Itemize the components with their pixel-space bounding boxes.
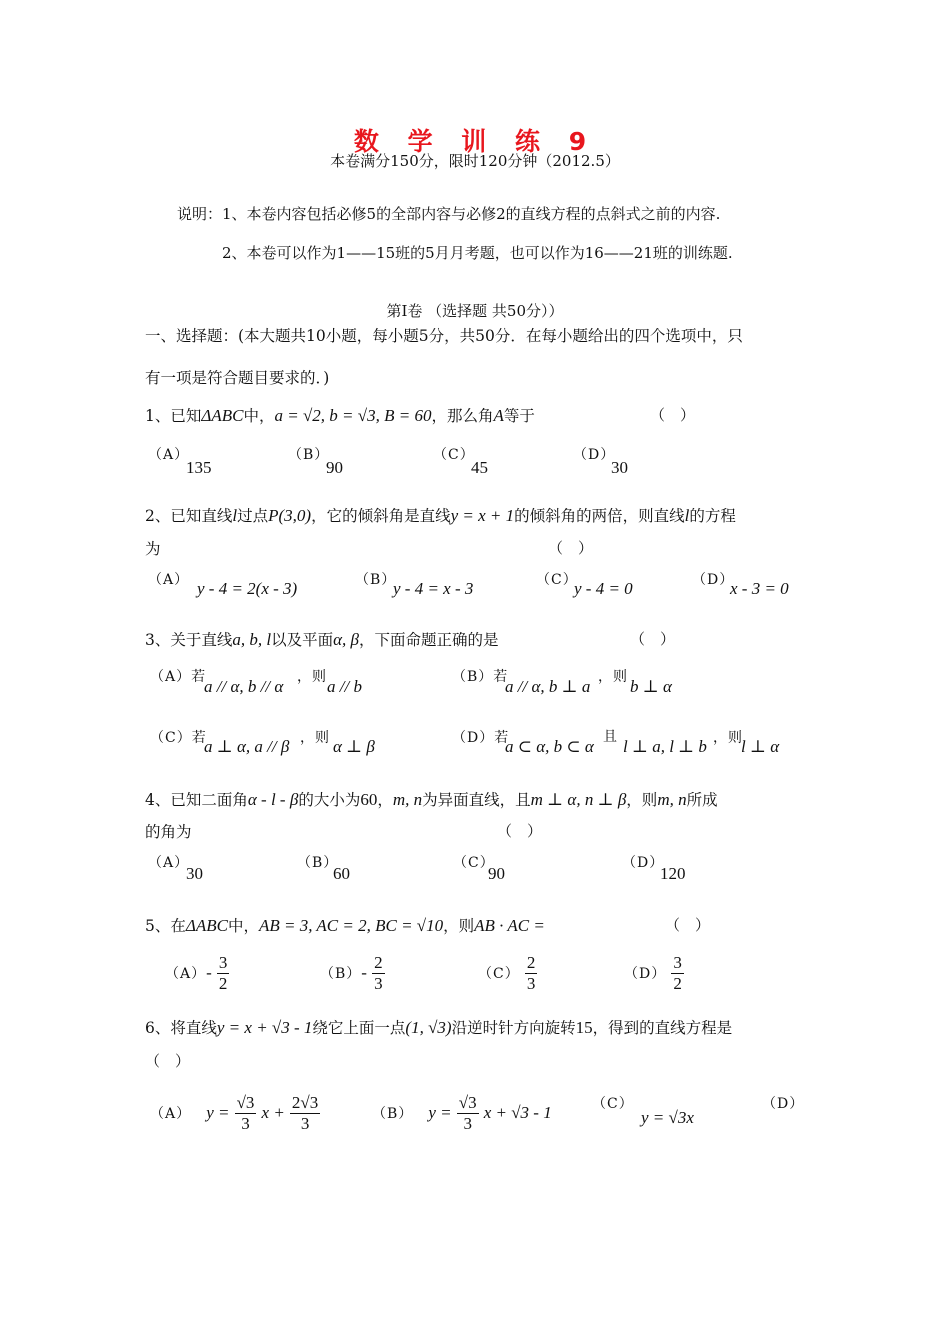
option-b: （B） y = $\frac{√3}{3}$ x + √3 - 1 bbox=[372, 1093, 552, 1133]
option-value: 30 bbox=[611, 458, 628, 477]
question-4-stem: 4、已知二面角α - l - β的大小为60，m, n为异面直线，且m ⊥ α, n ⊥ β，则m, n所成 bbox=[145, 790, 718, 809]
option-value: 30 bbox=[186, 864, 203, 883]
option-label: （D）若 bbox=[452, 730, 510, 746]
option-value: 135 bbox=[186, 458, 212, 477]
note-line-2: 2、本卷可以作为1——15班的5月月考题，也可以作为16——21班的训练题. bbox=[222, 244, 733, 262]
question-2-stem: 2、已知直线l过点P(3,0)，它的倾斜角是直线y = x + 1的倾斜角的两倍，则直线l的方程 bbox=[145, 506, 736, 525]
answer-paren: （ ） bbox=[548, 539, 594, 557]
fraction: $\frac{√3}{3}$ bbox=[236, 1093, 255, 1133]
option-then: ，则 bbox=[598, 669, 628, 685]
option-label: （B） bbox=[355, 572, 397, 588]
option-condition-2: l ⊥ a, l ⊥ b bbox=[623, 737, 707, 756]
option-b: （B）- $\frac{2}{3}$ bbox=[320, 953, 383, 993]
fraction: $\frac{3}{2}$ bbox=[673, 953, 682, 993]
question-3-stem: 3、关于直线a, b, l以及平面α, β，下面命题正确的是 bbox=[145, 630, 499, 649]
option-then: ，则 bbox=[297, 669, 327, 685]
option-value: 90 bbox=[326, 458, 343, 477]
page-title: 数 学 训 练 9 bbox=[353, 127, 597, 156]
option-label: （B）若 bbox=[452, 669, 509, 685]
section-title: 第Ⅰ卷 （选择题 共50分）） bbox=[386, 302, 564, 320]
option-value: y - 4 = 0 bbox=[574, 579, 633, 598]
section-instruction-2: 有一项是符合题目要求的．) bbox=[145, 369, 330, 387]
answer-paren: （ ） bbox=[630, 630, 676, 648]
option-value: 45 bbox=[471, 458, 488, 477]
option-a: （A） y = $\frac{√3}{3}$ x + $\frac{2√3}{3}$ bbox=[150, 1093, 319, 1133]
option-value: 120 bbox=[660, 864, 686, 883]
fraction: $\frac{√3}{3}$ bbox=[458, 1093, 477, 1133]
option-result: l ⊥ α bbox=[741, 737, 780, 756]
question-4-stem-line2: 的角为 bbox=[145, 823, 192, 841]
option-condition: a ⊂ α, b ⊂ α bbox=[505, 737, 594, 756]
option-value: y - 4 = x - 3 bbox=[393, 579, 474, 598]
option-label: （C） bbox=[453, 855, 495, 871]
section-instruction-1: 一、选择题：(本大题共10小题，每小题5分，共50分．在每小题给出的四个选项中，只 bbox=[145, 327, 743, 345]
option-c: （C） bbox=[592, 1096, 634, 1112]
fraction: $\frac{2}{3}$ bbox=[526, 953, 536, 993]
option-label: （C） bbox=[433, 447, 475, 463]
option-result: a // b bbox=[327, 677, 362, 696]
question-2-stem-line2: 为 bbox=[145, 540, 161, 558]
option-then: ，则 bbox=[713, 730, 743, 746]
note-line-1: 说明：1、本卷内容包括必修5的全部内容与必修2的直线方程的点斜式之前的内容. bbox=[177, 205, 721, 223]
option-label: （D） bbox=[692, 572, 735, 588]
answer-paren: （ ） bbox=[650, 406, 696, 424]
fraction: $\frac{2√3}{3}$ bbox=[291, 1093, 319, 1133]
answer-paren: （ ） bbox=[665, 916, 711, 934]
option-c: （C） $\frac{2}{3}$ bbox=[478, 953, 536, 993]
option-value: y - 4 = 2(x - 3) bbox=[197, 579, 298, 598]
option-result: α ⊥ β bbox=[333, 737, 375, 756]
option-label: （C）若 bbox=[150, 730, 207, 746]
answer-paren: （ ） bbox=[145, 1052, 191, 1070]
option-and: 且 bbox=[603, 729, 618, 745]
answer-paren: （ ） bbox=[497, 822, 543, 840]
option-label: （A） bbox=[148, 447, 190, 463]
option-result: b ⊥ α bbox=[630, 677, 672, 696]
option-label: （A） bbox=[148, 572, 190, 588]
option-label: （C） bbox=[536, 572, 578, 588]
option-d: （D） $\frac{3}{2}$ bbox=[624, 953, 682, 993]
question-6-stem: 6、将直线y = x + √3 - 1绕它上面一点(1, √3)沿逆时针方向旋转15，得到的直线方程是 bbox=[145, 1018, 733, 1037]
option-condition: a ⊥ α, a // β bbox=[204, 737, 290, 756]
option-then: ，则 bbox=[300, 730, 330, 746]
option-value: x - 3 = 0 bbox=[730, 579, 789, 598]
option-condition: a // α, b // α bbox=[204, 677, 284, 696]
option-label: （A） bbox=[148, 855, 190, 871]
question-5-stem: 5、在ΔABC中，AB = 3, AC = 2, BC = √10，则AB · AC = bbox=[145, 916, 545, 935]
option-label: （D） bbox=[622, 855, 665, 871]
option-d: （D） bbox=[762, 1096, 805, 1112]
fraction: $\frac{3}{2}$ bbox=[218, 953, 228, 993]
page-subtitle: 本卷满分150分，限时120分钟（2012.5） bbox=[330, 152, 620, 170]
question-1-stem: 1、已知ΔABC中，a = √2, b = √3, B = 60，那么角A等于 bbox=[145, 406, 535, 425]
option-label: （D） bbox=[573, 447, 616, 463]
option-a: （A）- $\frac{3}{2}$ bbox=[165, 953, 228, 993]
option-value: y = √3x bbox=[641, 1108, 694, 1127]
option-label: （B） bbox=[288, 447, 330, 463]
fraction: $\frac{2}{3}$ bbox=[374, 953, 383, 993]
option-condition: a // α, b ⊥ a bbox=[505, 677, 591, 696]
option-value: 90 bbox=[488, 864, 505, 883]
option-value: 60 bbox=[333, 864, 350, 883]
option-label: （B） bbox=[297, 855, 339, 871]
option-label: （A）若 bbox=[150, 669, 207, 685]
